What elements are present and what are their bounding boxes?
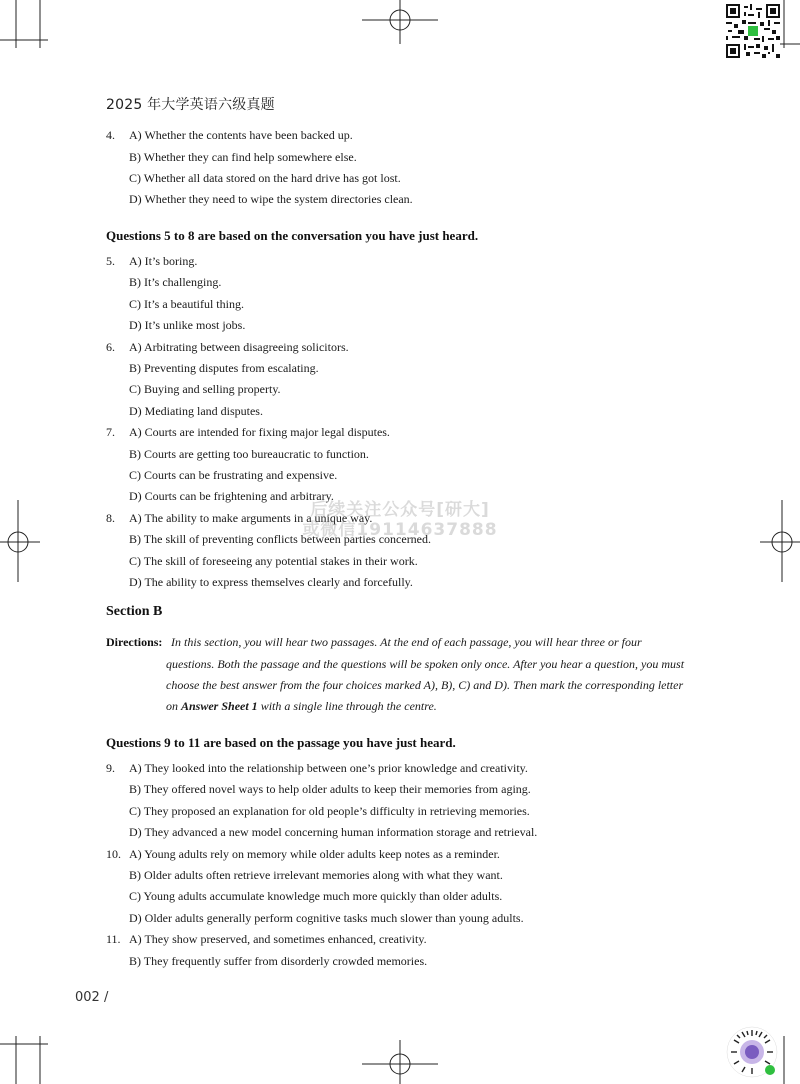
question-5-option-d: D) It’s unlike most jobs. <box>129 318 246 332</box>
page-header-title: 2025 年大学英语六级真题 <box>106 97 275 113</box>
question-9-option-a <box>106 761 528 775</box>
watermark-line-2: 或微信19114637888 <box>302 520 498 540</box>
question-9-option-c: C) They proposed an explanation for old people’s difficulty in retrieving memories. <box>129 804 530 818</box>
watermark-line-1: 后续关注公众号[研大] <box>310 500 490 520</box>
question-7-option-b: B) Courts are getting too bureaucratic to function. <box>129 447 369 461</box>
question-7-option-d: D) Courts can be frightening and arbitrary. <box>129 489 334 503</box>
section-b-title: Section B <box>106 604 163 619</box>
directions-line-3: choose the best answer from the four choices marked A), B), C) and D). Then mark the corresponding letter <box>166 678 684 692</box>
question-11-option-b: B) They frequently suffer from disorderly crowded memories. <box>129 954 428 968</box>
directions-line-2: questions. Both the passage and the questions will be spoken only once. After you hear a question, you must <box>166 657 685 671</box>
question-10-option-c: C) Young adults accumulate knowledge much more quickly than older adults. <box>129 889 503 903</box>
question-5-option-b: B) It’s challenging. <box>129 275 222 289</box>
question-8-option-d: D) The ability to express themselves clearly and forcefully. <box>129 575 413 589</box>
question-9-option-d: D) They advanced a new model concerning human information storage and retrieval. <box>129 825 538 839</box>
question-number: 4. <box>106 128 115 142</box>
question-number: 8. <box>106 511 115 525</box>
option-text: A) The ability to make arguments in a unique way. <box>129 511 373 525</box>
question-8-option-b: B) The skill of preventing conflicts between parties concerned. <box>129 532 432 546</box>
page-number: 002 / <box>75 990 109 1005</box>
question-7-option-a <box>106 425 390 439</box>
option-text: A) It’s boring. <box>129 254 198 268</box>
option-text: A) Courts are intended for fixing major legal disputes. <box>129 425 390 439</box>
question-6-option-d: D) Mediating land disputes. <box>129 404 263 418</box>
questions-5-8-heading: Questions 5 to 8 are based on the conversation you have just heard. <box>106 228 479 243</box>
question-10-option-b: B) Older adults often retrieve irrelevant memories along with what they want. <box>129 868 503 882</box>
question-8-option-a <box>106 511 372 525</box>
question-5-option-a <box>106 254 197 268</box>
option-text: A) Young adults rely on memory while older adults keep notes as a reminder. <box>129 847 500 861</box>
directions-text: on <box>166 699 181 713</box>
question-number: 6. <box>106 340 115 354</box>
question-10-option-a <box>106 847 500 861</box>
question-11-option-a <box>106 932 427 946</box>
answer-sheet-emphasis: Answer Sheet 1 <box>181 699 258 713</box>
question-5-option-c: C) It’s a beautiful thing. <box>129 297 244 311</box>
question-4-option-a <box>106 128 353 142</box>
option-text: A) They looked into the relationship between one’s prior knowledge and creativity. <box>129 761 528 775</box>
question-4-option-d: D) Whether they need to wipe the system directories clean. <box>129 192 413 206</box>
option-text: A) Arbitrating between disagreeing solicitors. <box>129 340 349 354</box>
question-7-option-c: C) Courts can be frustrating and expensive. <box>129 468 338 482</box>
question-4-option-c: C) Whether all data stored on the hard drive has got lost. <box>129 171 401 185</box>
directions-label: Directions: <box>106 635 163 649</box>
question-number: 5. <box>106 254 115 268</box>
directions-line-4 <box>166 699 437 713</box>
question-number: 10. <box>106 847 121 861</box>
questions-9-11-heading: Questions 9 to 11 are based on the passage you have just heard. <box>106 735 456 750</box>
question-9-option-b: B) They offered novel ways to help older adults to keep their memories from aging. <box>129 782 531 796</box>
question-number: 7. <box>106 425 115 439</box>
question-6-option-a <box>106 340 349 354</box>
question-6-option-b: B) Preventing disputes from escalating. <box>129 361 319 375</box>
question-number: 9. <box>106 761 115 775</box>
question-8-option-c: C) The skill of foreseeing any potential stakes in their work. <box>129 554 418 568</box>
question-6-option-c: C) Buying and selling property. <box>129 382 281 396</box>
question-10-option-d: D) Older adults generally perform cognitive tasks much slower than young adults. <box>129 911 524 925</box>
mini-program-code-icon <box>726 1026 778 1078</box>
option-text: A) Whether the contents have been backed up. <box>129 128 353 142</box>
directions-line-1: In this section, you will hear two passages. At the end of each passage, you will hear three or four <box>171 635 642 649</box>
qr-code-icon <box>726 4 780 58</box>
option-text: A) They show preserved, and sometimes enhanced, creativity. <box>129 932 427 946</box>
question-number: 11. <box>106 932 121 946</box>
question-4-option-b: B) Whether they can find help somewhere else. <box>129 150 357 164</box>
directions-text: with a single line through the centre. <box>257 699 437 713</box>
